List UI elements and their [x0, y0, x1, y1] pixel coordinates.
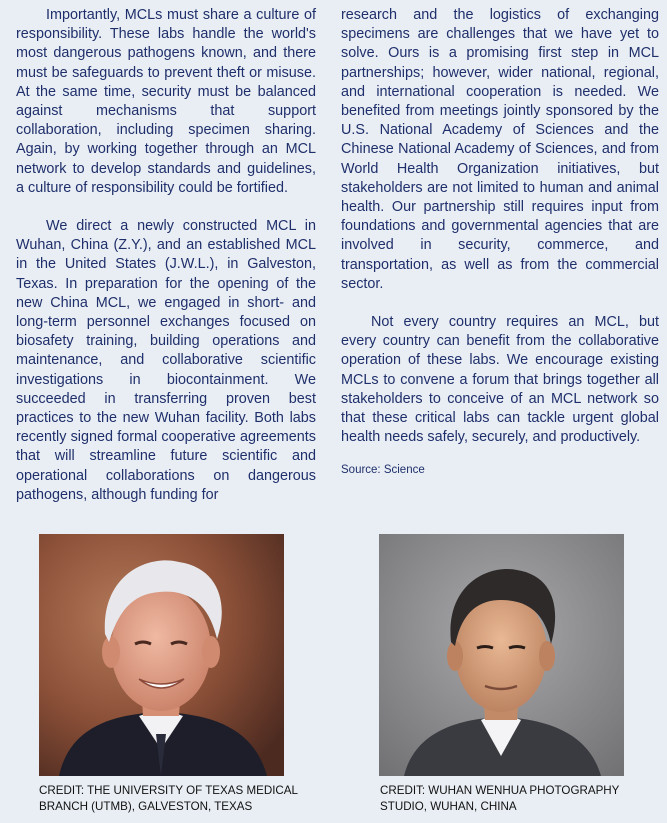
article-paragraph: Importantly, MCLs must share a culture of responsibility. These labs handle the world's most dangerous pathogens known, and there must be safeguards to prevent theft or misuse. At the same time, security must be balanced against mechanisms that support collaboration, including specimen sharing. Again, by working together through an MCL network to develop standards and guidelines, a culture of responsibility could be fortified.	[16, 7, 316, 196]
credit-line: BRANCH (UTMB), GALVESTON, TEXAS	[39, 800, 253, 813]
source-line: Source: Science	[341, 464, 425, 477]
article-column-right	[341, 6, 659, 481]
credit-line: STUDIO, WUHAN, CHINA	[380, 800, 517, 813]
portrait-photo-left	[39, 534, 284, 776]
article-paragraph: Not every country requires an MCL, but every country can benefit from the collaborative operation of these labs. We encourage existing MCLs to convene a forum that brings together all stakeholders to conceive of an MCL network so that these critical labs can tackle urgent global health needs safely, securely, and productively.	[341, 314, 659, 446]
article-column-left	[16, 6, 316, 505]
photo-credit-left	[39, 783, 309, 815]
credit-line: CREDIT: WUHAN WENHUA PHOTOGRAPHY	[380, 784, 620, 797]
portrait-image	[379, 534, 624, 776]
photo-credit-right	[380, 783, 650, 815]
credit-line: CREDIT: THE UNIVERSITY OF TEXAS MEDICAL	[39, 784, 298, 797]
article-paragraph: research and the logistics of exchanging specimens are challenges that we have yet to solve. Ours is a promising first step in MCL partnerships; however, wider national, regional, and international cooperation is needed. We benefited from meetings jointly sponsored by the U.S. National Academy of Sciences and the Chinese National Academy of Sciences, and from World Health Organization initiatives, but stakeholders are not limited to human and animal health. Our partnership still requires input from foundations and governmental agencies that are involved in security, commerce, and transportation, as well as from the commercial sector.	[341, 7, 659, 292]
portrait-photo-right	[379, 534, 624, 776]
article-paragraph: We direct a newly constructed MCL in Wuhan, China (Z.Y.), and an established MCL in the United States (J.W.L.), in Galveston, Texas. In preparation for the opening of the new China MCL, we engaged in short- and long-term personnel exchanges focused on biosafety training, building operations and maintenance, and collaborative scientific investigations in biocontainment. We succeeded in transferring proven best practices to the new Wuhan facility. Both labs recently signed formal cooperative agreements that will streamline future scientific and operational collaborations on dangerous pathogens, although funding for	[16, 218, 316, 503]
portrait-image	[39, 534, 284, 776]
